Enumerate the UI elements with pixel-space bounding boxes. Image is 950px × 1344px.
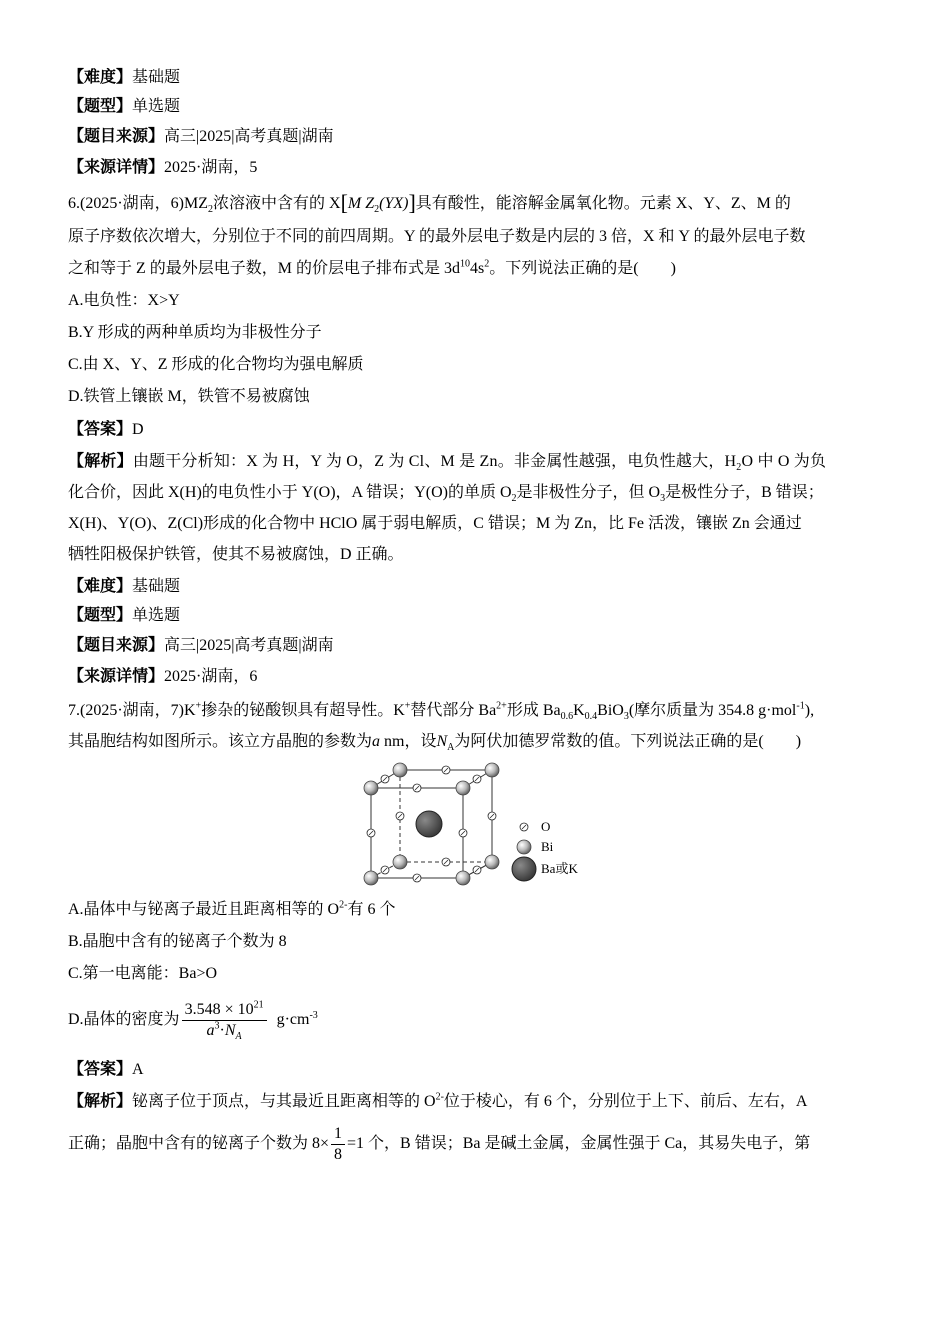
- legend-bi-icon: [517, 840, 531, 854]
- answer-value: A: [132, 1061, 144, 1078]
- superscript: +: [404, 700, 411, 712]
- fraction-denominator: 8: [334, 1145, 343, 1163]
- subscript: A: [447, 742, 455, 754]
- q6-stem-text: 浓溶液中含有的 X: [213, 195, 341, 212]
- analysis-text: 位于棱心，有 6 个，分别位于上下、前后、左右，A: [443, 1093, 808, 1110]
- q7-option-c: C.第一电离能：Ba>O: [68, 965, 218, 982]
- q6-detail-line: [68, 666, 257, 688]
- complex-YX: (YX): [379, 195, 409, 212]
- right-bracket: ]: [408, 190, 416, 215]
- superscript: 3: [214, 1020, 220, 1032]
- type-value: 单选题: [132, 607, 181, 624]
- q7-stem-text: nm，设: [384, 733, 437, 750]
- density-fraction: [182, 1000, 267, 1041]
- q7-stem-text: 替代部分 Ba: [410, 702, 497, 719]
- q6-source-line: [68, 635, 334, 657]
- q6-stem-text: 之和等于 Z 的最外层电子数，M 的价层电子排布式是 3d: [68, 260, 461, 277]
- detail-tag: 【来源详情】: [68, 668, 165, 685]
- subscript: 2: [208, 204, 213, 216]
- q7-stem-text: K: [573, 702, 585, 719]
- analysis-tag: 【解析】: [68, 1093, 133, 1110]
- superscript: 10: [460, 258, 471, 270]
- legend-bak-icon: [512, 857, 536, 881]
- superscript: +: [195, 700, 202, 712]
- q7-stem-text: ),: [804, 702, 815, 719]
- q6-analysis-line2: [68, 482, 824, 504]
- q5-source-line: [68, 126, 334, 148]
- q6-answer: [68, 419, 144, 441]
- superscript: 2+: [496, 700, 507, 712]
- detail-value: 2025·湖南，6: [164, 668, 258, 685]
- subscript: A: [235, 1031, 242, 1043]
- superscript: -1: [796, 700, 805, 712]
- type-tag: 【题型】: [68, 607, 133, 624]
- analysis-text: 铋离子位于顶点，与其最近且距离相等的 O: [132, 1093, 436, 1110]
- q6-option-a: A.电负性：X>Y: [68, 292, 180, 309]
- q6-type-line: [68, 605, 180, 627]
- q7-option-a: [68, 899, 395, 921]
- fraction-numerator: [182, 1000, 267, 1021]
- q7-option-b: B.晶胞中含有的铋离子个数为 8: [68, 933, 287, 950]
- q6-stem-text: 具有酸性，能溶解金属氧化物。元素 X、Y、Z、M 的: [415, 195, 791, 212]
- source-tag: 【题目来源】: [68, 128, 165, 145]
- subscript: 2: [736, 462, 742, 474]
- q7-analysis-line2: [68, 1122, 810, 1166]
- detail-value: 2025·湖南，5: [164, 159, 258, 176]
- q7-stem-text: (摩尔质量为 354.8 g·mol: [628, 702, 797, 719]
- avogadro-symbol: N: [224, 1022, 236, 1039]
- q6-analysis-line4: 牺牲阳极保护铁管，使其不易被腐蚀，D 正确。: [68, 546, 404, 563]
- legend-bi-label: Bi: [541, 839, 554, 854]
- analysis-text: O 中 O 为负: [741, 453, 827, 470]
- q7-stem-text: 为阿伏加德罗常数的值。下列说法正确的是( ): [454, 733, 802, 750]
- superscript: 2-: [435, 1091, 444, 1103]
- q6-stem-text: 。下列说法正确的是( ): [489, 260, 676, 277]
- numerator-text: 3.548 × 10: [184, 1001, 254, 1018]
- q6-stem-line1: [68, 192, 791, 215]
- q6-stem-line3: [68, 258, 676, 280]
- difficulty-value: 基础题: [132, 578, 181, 595]
- difficulty-tag: 【难度】: [68, 69, 133, 86]
- q6-analysis-line1: [68, 451, 826, 473]
- q6-analysis-line3: X(H)、Y(O)、Z(Cl)形成的化合物中 HClO 属于弱电解质，C 错误；M 为 Zn，比 Fe 活泼，镶嵌 Zn 会通过: [68, 515, 802, 532]
- answer-value: D: [132, 421, 144, 438]
- param-a: a: [372, 733, 381, 750]
- subscript: 3: [623, 711, 629, 723]
- q7-stem-text: BiO: [597, 702, 624, 719]
- q6-option-c: C.由 X、Y、Z 形成的化合物均为强电解质: [68, 356, 364, 373]
- q6-stem-text: 6.(2025·湖南，6)MZ: [68, 195, 208, 212]
- one-eighth-fraction: [331, 1124, 345, 1165]
- crystal-cell-figure: [355, 758, 595, 893]
- q7-analysis-line1: [68, 1091, 807, 1113]
- q7-stem-line2: [68, 731, 801, 753]
- q6-option-b: B.Y 形成的两种单质均为非极性分子: [68, 324, 322, 341]
- q5-detail-line: [68, 157, 257, 179]
- q6-difficulty-line: [68, 576, 180, 598]
- unit-text: g·cm: [276, 1011, 310, 1029]
- dot: ·: [219, 1022, 225, 1039]
- q6-stem-text: 4s: [470, 260, 485, 277]
- q6-option-d: D.铁管上镶嵌 M，铁管不易被腐蚀: [68, 388, 310, 405]
- analysis-text: 由题干分析知：X 为 H，Y 为 O，Z 为 Cl、M 是 Zn。非金属性越强，电负性越大，H: [132, 453, 737, 470]
- subscript: 0.4: [584, 711, 598, 723]
- legend-o-label: O: [541, 819, 551, 834]
- analysis-text: 化合价，因此 X(H)的电负性小于 Y(O)，A 错误；Y(O)的单质 O: [68, 484, 512, 501]
- option-text: 有 6 个: [347, 901, 396, 918]
- q7-stem-text: 7.(2025·湖南，7)K: [68, 702, 196, 719]
- ba-k-ion: [416, 811, 442, 837]
- q6-stem-line2: 原子序数依次增大，分别位于不同的前四周期。Y 的最外层电子数是内层的 3 倍，X 和 Y 的最外层电子数: [68, 228, 806, 245]
- answer-tag: 【答案】: [68, 421, 133, 438]
- q7-stem-text: 其晶胞结构如图所示。该立方晶胞的参数为: [68, 733, 373, 750]
- source-tag: 【题目来源】: [68, 637, 165, 654]
- subscript: 2: [511, 493, 517, 505]
- difficulty-tag: 【难度】: [68, 578, 133, 595]
- q7-answer: [68, 1059, 144, 1081]
- fraction-denominator: [182, 1021, 267, 1041]
- q7-stem-line1: [68, 700, 814, 722]
- legend: [512, 819, 578, 881]
- superscript: -3: [309, 1009, 318, 1021]
- option-text: D.晶体的密度为: [68, 1011, 180, 1029]
- q7-stem-text: 掺杂的铋酸钡具有超导性。K: [201, 702, 405, 719]
- option-text: A.晶体中与铋离子最近且距离相等的 O: [68, 901, 340, 918]
- q5-type-line: [68, 96, 180, 118]
- left-bracket: [: [340, 190, 348, 215]
- analysis-text: =1 个，B 错误；Ba 是碱土金属，金属性强于 Ca，其易失电子，第: [347, 1135, 811, 1152]
- subscript: 2: [374, 204, 380, 216]
- complex-Z: Z: [365, 195, 375, 212]
- q5-difficulty-line: [68, 67, 180, 89]
- superscript: 21: [253, 999, 264, 1011]
- analysis-text: 正确；晶胞中含有的铋离子个数为 8×: [68, 1135, 330, 1152]
- superscript: 2: [484, 258, 490, 270]
- subscript: 3: [660, 493, 666, 505]
- legend-bak-label: Ba或K: [541, 861, 578, 876]
- analysis-text: 是非极性分子，但 O: [516, 484, 661, 501]
- type-tag: 【题型】: [68, 98, 133, 115]
- param-a: a: [206, 1022, 215, 1039]
- superscript: 2-: [339, 899, 348, 911]
- fraction-numerator: 1: [331, 1124, 345, 1145]
- q7-stem-text: 形成 Ba: [506, 702, 561, 719]
- answer-tag: 【答案】: [68, 1061, 133, 1078]
- source-value: 高三|2025|高考真题|湖南: [164, 637, 334, 654]
- difficulty-value: 基础题: [132, 69, 181, 86]
- avogadro-symbol: N: [436, 733, 448, 750]
- type-value: 单选题: [132, 98, 181, 115]
- complex-M: M: [347, 195, 362, 212]
- detail-tag: 【来源详情】: [68, 159, 165, 176]
- q7-option-d: [68, 1000, 318, 1041]
- subscript: 0.6: [560, 711, 574, 723]
- analysis-tag: 【解析】: [68, 453, 133, 470]
- analysis-text: 是极性分子，B 错误；: [665, 484, 824, 501]
- source-value: 高三|2025|高考真题|湖南: [164, 128, 334, 145]
